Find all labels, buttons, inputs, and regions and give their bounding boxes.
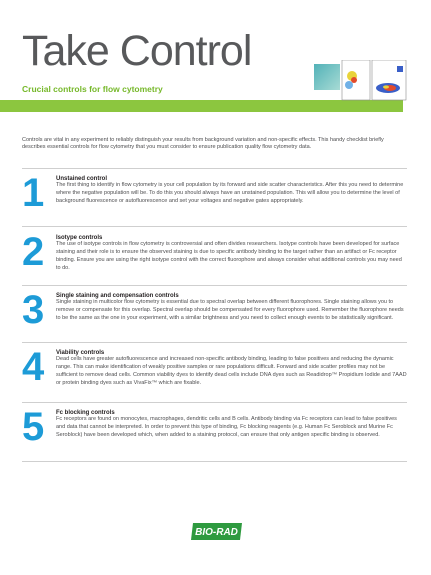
section-body: The first thing to identify in flow cytometry is your cell population by its forward and side scatter characteristics. After this you need to determine where the negative population will be. To do this you should always have an unstained population. This will allow you to determine the level of background fluorescence or autofluorescence and set your voltages and negative gates appropriately. xyxy=(56,182,404,204)
divider xyxy=(22,168,407,169)
logo-text: BIO-RAD xyxy=(195,527,238,539)
section-number: 3 xyxy=(22,288,45,332)
page-subtitle: Crucial controls for flow cytometry xyxy=(22,84,163,94)
section-heading: Fc blocking controls xyxy=(56,410,115,416)
section-heading: Unstained control xyxy=(56,176,108,182)
divider xyxy=(22,226,407,227)
section-viability-controls xyxy=(22,345,407,389)
flow-cytometry-plot-graphic-icon xyxy=(312,60,407,107)
section-body: Dead cells have greater autofluorescence and increased non-specific antibody binding, leading to false positives and reducing the dynamic range. This can make identification of weakly positive samples or rare populations difficult. Forward and side scatter profiles may not be sufficient to remove dead cells. Common viability dyes to identify dead cells include DNA dyes such as Readidrop™ Propidium Iodide and 7AAD or protein binding dyes such as VivaFix™ which are fixable. xyxy=(56,356,407,386)
section-number: 1 xyxy=(22,171,45,215)
section-body: Single staining in multicolor flow cytometry is essential due to spectral overlap between different fluorophores. Single staining allows you to remove or compensate for this overlap. Spectral overlap should be compensated for every fluorophore used. Remember the fluorophore needs to be the same as the one in your experiment, with a similar brightness and you need to collect enough events to be statistically significant. xyxy=(56,299,404,321)
intro-paragraph: Controls are vital in any experiment to reliably distinguish your results from background variation and non-specific effects. This handy checklist briefly describes essential controls for flow cytometry that you must consider to ensure publication quality flow cytometry data. xyxy=(22,136,384,151)
section-body: The use of isotype controls in flow cytometry is controversial and often divides researchers. Isotype controls have been developed for surface staining and their role is to ensure the observed staining is due to specific antibody binding to the target rather than an artifact or Fc receptor binding. Ensure you are using the right isotype control with the correct fluorophore and always consider what additional controls you may need to do. xyxy=(56,241,402,271)
bio-rad-logo-icon xyxy=(190,522,243,541)
section-isotype-controls xyxy=(22,230,407,274)
section-fc-blocking-controls xyxy=(22,405,407,449)
section-number: 2 xyxy=(22,230,45,274)
page-title: Take Control xyxy=(22,27,252,75)
section-single-staining xyxy=(22,288,407,332)
divider xyxy=(22,402,407,403)
section-body: Fc receptors are found on monocytes, macrophages, dendritic cells and B cells. Antibody binding via Fc receptors can lead to false positives and data that cannot be interpreted. In order to prevent this type of binding, Fc blocking reagents (e.g. Human Fc Seroblock and Murine Fc Seroblock) have been developed which, when added to a staining protocol, can ensure that only antigen specific binding is observed. xyxy=(56,416,397,438)
divider xyxy=(22,461,407,462)
section-number: 4 xyxy=(22,345,45,389)
section-heading: Viability controls xyxy=(56,350,105,356)
section-heading: Single staining and compensation controls xyxy=(56,293,179,299)
divider xyxy=(22,285,407,286)
section-number: 5 xyxy=(22,405,45,449)
divider xyxy=(22,342,407,343)
section-unstained-control xyxy=(22,171,407,215)
section-heading: Isotype controls xyxy=(56,235,103,241)
